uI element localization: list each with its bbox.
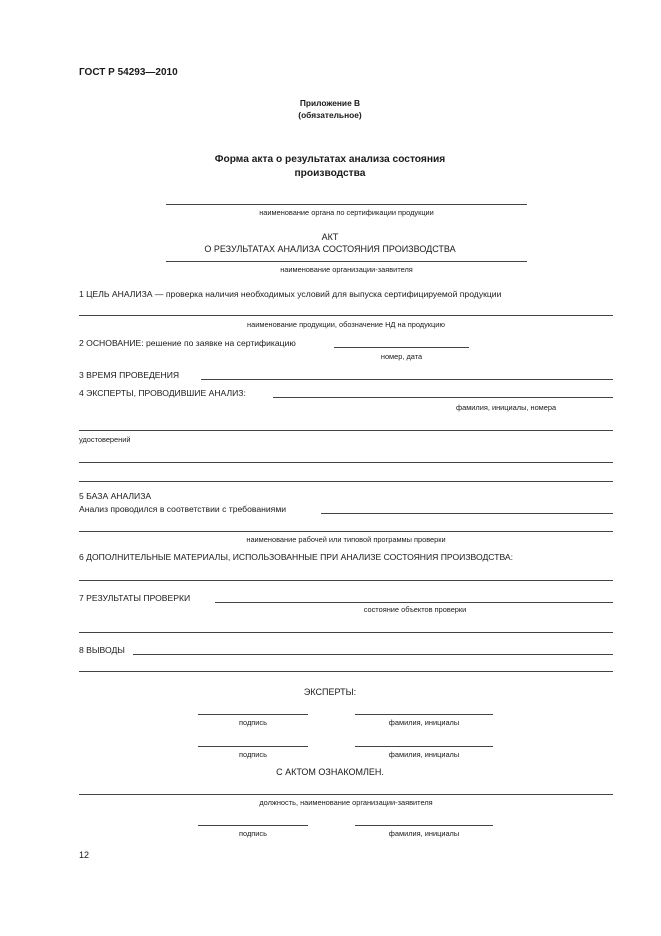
experts-heading: ЭКСПЕРТЫ: <box>303 687 357 697</box>
expert-1-signature-caption: подпись <box>239 718 267 727</box>
cert-body-caption: наименование органа по сертификации продукции <box>259 208 434 217</box>
section-4-line-3[interactable] <box>79 462 613 463</box>
acquainted-name-caption: фамилия, инициалы <box>388 829 460 838</box>
section-4-text: 4 ЭКСПЕРТЫ, ПРОВОДИВШИЕ АНАЛИЗ: <box>79 388 246 398</box>
section-7-caption: состояние объектов проверки <box>363 605 467 614</box>
section-7-line-2[interactable] <box>79 632 613 633</box>
section-1-line[interactable] <box>79 315 613 316</box>
section-8-text: 8 ВЫВОДЫ <box>79 645 125 655</box>
expert-2-name-caption: фамилия, инициалы <box>388 750 460 759</box>
standard-number: ГОСТ Р 54293—2010 <box>79 67 178 78</box>
acquainted-caption: должность, наименование организации-заявителя <box>259 798 433 807</box>
act-word: АКТ <box>321 232 339 242</box>
section-4-caption-1: фамилия, инициалы, номера <box>456 403 557 412</box>
expert-2-signature-line[interactable] <box>198 746 308 747</box>
expert-1-signature-line[interactable] <box>198 714 308 715</box>
form-title-line2: производства <box>294 168 366 179</box>
section-5-text: Анализ проводился в соответствии с требованиями <box>79 504 287 514</box>
expert-1-name-caption: фамилия, инициалы <box>388 718 460 727</box>
applicant-caption: наименование организации-заявителя <box>280 265 413 274</box>
section-4-line-4[interactable] <box>79 481 613 482</box>
section-2-caption: номер, дата <box>380 352 423 361</box>
section-8-line[interactable] <box>133 654 613 655</box>
expert-1-name-line[interactable] <box>355 714 493 715</box>
section-3-text: 3 ВРЕМЯ ПРОВЕДЕНИЯ <box>79 370 180 380</box>
acquainted-signature-line[interactable] <box>198 825 308 826</box>
section-6-text: 6 ДОПОЛНИТЕЛЬНЫЕ МАТЕРИАЛЫ, ИСПОЛЬЗОВАННЫЕ ПРИ АНАЛИЗЕ СОСТОЯНИЯ ПРОИЗВОДСТВА: <box>79 552 514 562</box>
act-subtitle: О РЕЗУЛЬТАТАХ АНАЛИЗА СОСТОЯНИЯ ПРОИЗВОДСТВА <box>204 244 456 254</box>
acquainted-signature-caption: подпись <box>239 829 267 838</box>
section-4-line[interactable] <box>273 397 613 398</box>
section-8-line-2[interactable] <box>79 671 613 672</box>
expert-2-name-line[interactable] <box>355 746 493 747</box>
appendix-title: Приложение В <box>299 98 361 108</box>
page-number: 12 <box>79 850 90 860</box>
cert-body-line[interactable] <box>166 204 527 205</box>
section-2-text: 2 ОСНОВАНИЕ: решение по заявке на сертификацию <box>79 338 296 348</box>
section-5-line-2[interactable] <box>79 531 613 532</box>
section-5-line[interactable] <box>321 513 613 514</box>
section-3-line[interactable] <box>201 379 613 380</box>
section-4-caption-2: удостоверений <box>79 435 131 444</box>
expert-2-signature-caption: подпись <box>239 750 267 759</box>
section-7-text: 7 РЕЗУЛЬТАТЫ ПРОВЕРКИ <box>79 593 191 603</box>
acquainted-heading: С АКТОМ ОЗНАКОМЛЕН. <box>276 767 384 777</box>
section-1-text: 1 ЦЕЛЬ АНАЛИЗА — проверка наличия необходимых условий для выпуска сертифицируемой продукции <box>79 289 502 299</box>
section-4-line-2[interactable] <box>79 430 613 431</box>
section-2-line[interactable] <box>334 347 469 348</box>
acquainted-name-line[interactable] <box>355 825 493 826</box>
section-5-title: 5 БАЗА АНАЛИЗА <box>79 491 152 501</box>
section-7-line[interactable] <box>215 602 613 603</box>
section-1-caption: наименование продукции, обозначение НД на продукцию <box>247 320 445 329</box>
acquainted-line[interactable] <box>79 794 613 795</box>
section-6-line[interactable] <box>79 580 613 581</box>
applicant-line[interactable] <box>166 261 527 262</box>
section-5-caption: наименование рабочей или типовой программы проверки <box>246 535 446 544</box>
form-title-line1: Форма акта о результатах анализа состояния <box>214 154 446 165</box>
appendix-status: (обязательное) <box>298 110 362 120</box>
